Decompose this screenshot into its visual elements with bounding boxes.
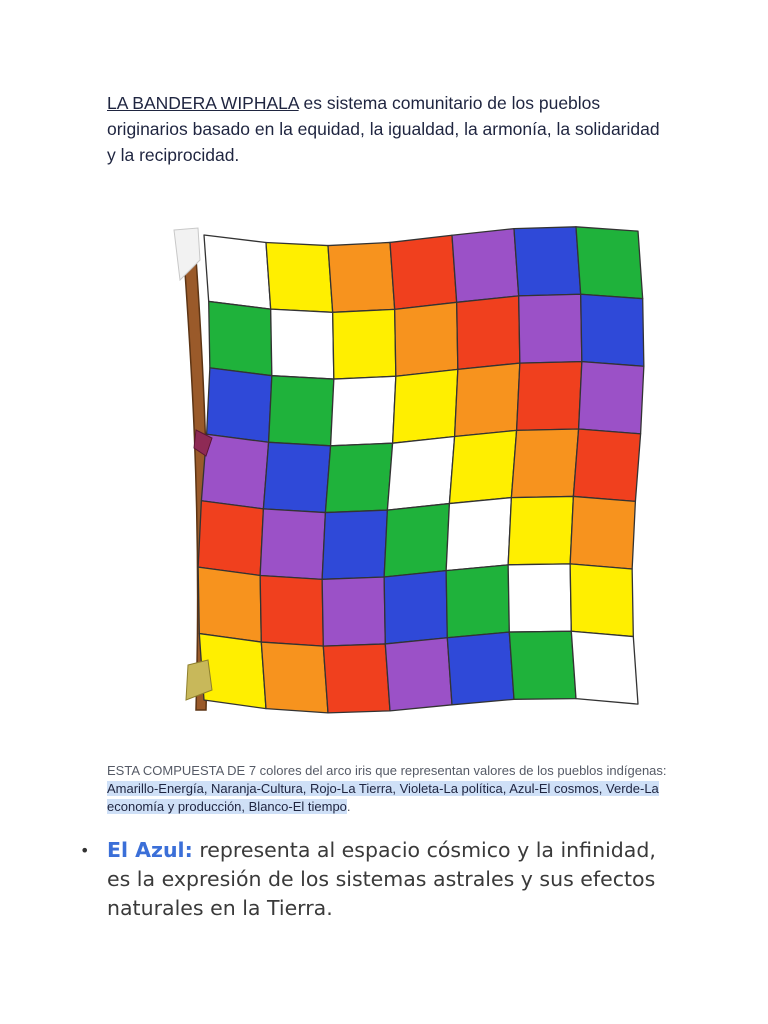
flag-cell xyxy=(387,436,454,510)
flag-cell xyxy=(393,369,458,443)
flag-cell xyxy=(511,429,578,498)
intro-text: es sistema comunitario de los pueblos originarios basado en la equidad, la igualdad, la armonía, la solidaridad y la reciprocidad. xyxy=(107,93,660,165)
flag-cell xyxy=(263,442,330,512)
flag-cell xyxy=(201,434,268,509)
intro-paragraph xyxy=(107,90,667,168)
flag-cell xyxy=(260,509,325,579)
caption-intro: ESTA COMPUESTA DE 7 colores del arco iris que representan valores de los pueblos indígenas: xyxy=(107,763,667,778)
flag-cell xyxy=(508,496,573,564)
flag-cell xyxy=(271,309,334,379)
flag-cell xyxy=(514,227,581,296)
flag-cell xyxy=(204,235,271,309)
flag-cells xyxy=(198,227,644,713)
bullet-icon: • xyxy=(80,841,90,860)
caption-end: . xyxy=(346,799,351,814)
flag-cell xyxy=(517,362,582,431)
flag-cell xyxy=(455,363,520,436)
flag-cell xyxy=(261,642,328,713)
flag-cell xyxy=(207,368,272,442)
flag-cell xyxy=(446,498,511,571)
flag-cell xyxy=(198,501,263,576)
flag-cell xyxy=(390,235,457,309)
flag-cell xyxy=(385,638,452,711)
wiphala-title-link[interactable]: LA BANDERA WIPHALA xyxy=(107,93,299,113)
flag-cell xyxy=(325,443,392,512)
list-item xyxy=(80,836,680,923)
flag-cell xyxy=(322,577,385,646)
flag-cell xyxy=(508,564,571,632)
flag-cell xyxy=(570,564,633,637)
flag-cell xyxy=(198,567,261,642)
flag-cell xyxy=(457,296,520,370)
flag-cell xyxy=(581,294,644,366)
flag-cell xyxy=(209,301,272,375)
wiphala-flag-image xyxy=(160,220,650,715)
flag-cell xyxy=(571,631,638,704)
flag-cell xyxy=(446,565,509,638)
flag-cell xyxy=(322,510,387,579)
flag-cell xyxy=(384,504,449,577)
list-item-text: representa al espacio cósmico y la infinidad, es la expresión de los sistemas astrales y sus efectos naturales en la Tierra. xyxy=(107,838,656,920)
flag-cell xyxy=(573,429,640,501)
flag-cell xyxy=(260,575,323,646)
list-item-term: El Azul: xyxy=(107,838,193,862)
flag-cell xyxy=(333,309,396,379)
flag-cell xyxy=(509,631,576,699)
flag-cell xyxy=(328,242,395,312)
flag-cell xyxy=(266,243,333,313)
flag-cell xyxy=(395,302,458,376)
flag-cell xyxy=(447,632,514,705)
flag-cell xyxy=(519,294,582,363)
flag-cell xyxy=(579,362,644,434)
flag-cell xyxy=(449,430,516,503)
flag-cell xyxy=(452,229,519,303)
caption-highlight: Amarillo-Energía, Naranja-Cultura, Rojo-La Tierra, Violeta-La política, Azul-El cosmos, Verde-La economía y producción, Blanco-El tiempo xyxy=(107,781,659,814)
flag-cell xyxy=(570,496,635,569)
flag-cell xyxy=(323,644,390,713)
flag-cell xyxy=(384,571,447,644)
flag-cell xyxy=(331,376,396,446)
flag-cell xyxy=(269,376,334,446)
colors-caption xyxy=(107,762,667,816)
meaning-list xyxy=(80,836,680,923)
flag-cell xyxy=(576,227,643,299)
